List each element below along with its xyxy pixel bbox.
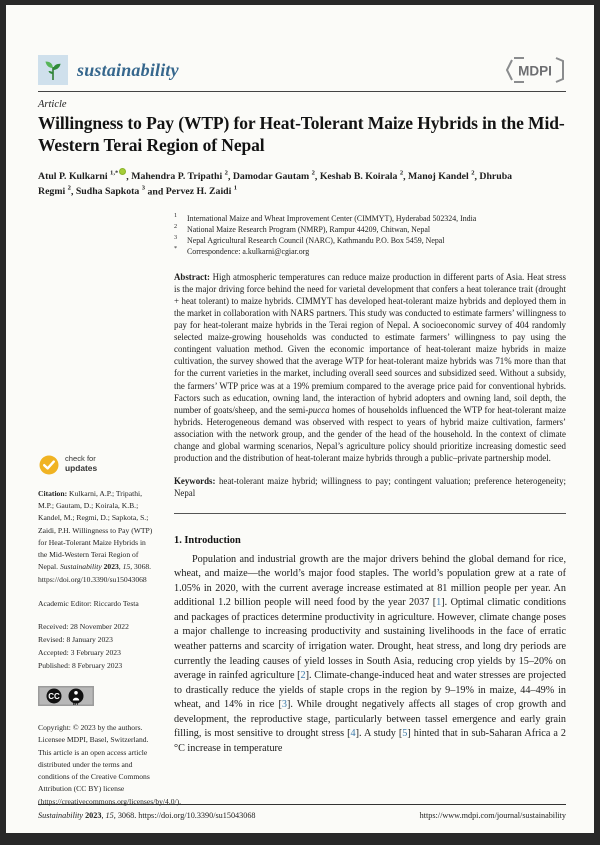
affiliation-row: * Correspondence: a.kulkarni@cgiar.org — [174, 245, 310, 257]
svg-text:MDPI: MDPI — [518, 63, 552, 79]
citation-ref[interactable]: 3 — [281, 699, 287, 711]
citation-ref[interactable]: 4 — [350, 728, 356, 740]
date-line: Published: 8 February 2023 — [38, 661, 123, 671]
author-name: Atul P. Kulkarni $^{1,*}$ — [38, 169, 119, 183]
citation-ref[interactable]: 2 — [300, 670, 306, 682]
author-name: Keshab B. Koirala $^2$ — [319, 169, 404, 183]
meta-sidebar — [38, 213, 182, 808]
author-name: Sudha Sapkota $^3$ — [75, 185, 146, 198]
page-title: Willingness to Pay (WTP) for Heat-Tolerant Maize Hybrids in the Mid-Western Terai Region of Nepal — [38, 113, 565, 156]
keywords-paragraph: Keywords: heat-tolerant maize hybrid; willingness to pay; contingent valuation; preference heterogeneity; Nepal — [174, 476, 566, 499]
cc-by-license-badge[interactable] — [38, 686, 94, 706]
seedling-icon — [41, 58, 65, 82]
citation-ref[interactable]: 1 — [436, 597, 442, 609]
affiliation-row: 3 Nepal Agricultural Research Council (NARC), Kathmandu P.O. Box 5459, Nepal — [174, 234, 445, 246]
header-divider — [38, 91, 566, 92]
citation-ref[interactable]: 5 — [402, 728, 408, 740]
citation-block: Citation: Kulkarni, A.P.; Tripathi, M.P.; Gautam, D.; Koirala, K.B.; Kandel, M.; Regmi, D.; Sapkota, S.; Zaidi, P.H. Willingness to Pay (WTP) for Heat-Tolerant Maize Hybrids in the Mid-Western Terai Region of Nepal. Sustainability 2023, 15, 3068. https://doi.org/10.3390/su15043068 — [38, 488, 153, 584]
date-line: Revised: 8 January 2023 — [38, 635, 113, 645]
affiliation-row: 1 International Maize and Wheat Improvement Center (CIMMYT), Hyderabad 502324, India — [174, 211, 477, 223]
journal-logo — [38, 55, 68, 85]
abstract-paragraph: Abstract: High atmospheric temperatures can reduce maize production in different parts of Asia. Heat stress is the major driving force behind the need for varietal development that confers a heat tolerance trait (drought + heat tolerant) to maize hybrids. CIMMYT has developed heat-tolerant maize hybrids and deployed them in the market in collaboration with NARS partners. This study was conducted to estimate farmers’ willingness to pay for heat-tolerant maize hybrids in the Terai region of Nepal. A socioeconomic survey of 404 randomly selected maize-growing households was conducted to estimate farmers’ willingness to pay using the contingent valuation method. Given the economic importance of heat-tolerant maize hybrids in maize cultivation, the survey showed that the average WTP for heat-tolerant maize hybrids was 71% more than that for the current varieties in the market, including overall seed sources and subsidized seed. Without a subsidy, the farmers’ WTP price was at a 19% premium compared to the average price paid for conventional hybrids. Factors such as education, owning land, the interaction of hybrid adopters and owning land, soil depth, the number of goats/sheep, and the semi-pucca homes of households influenced the WTP for heat-tolerant maize hybrids. Heterogeneous demand was observed with respect to years of hybrid maize cultivation, farmers’ association with the network group, and the gender of the head of the household. In the context of climate change and global warming scenarios, Nepal’s agriculture policy should prioritize increasing domestic seed production and the distribution of heat-tolerant maize hybrids through a public–private partnership model. — [174, 271, 567, 464]
svg-text:CC: CC — [48, 691, 60, 701]
check-updates-label: check for updates — [65, 454, 98, 474]
date-line: Received: 28 November 2022 — [38, 622, 129, 632]
academic-editor: Academic Editor: Riccardo Testa — [38, 599, 139, 609]
keywords-divider — [174, 513, 566, 514]
date-line: Accepted: 3 February 2023 — [38, 648, 121, 658]
author-name: Manoj Kandel $^2$ — [408, 169, 475, 183]
journal-header — [38, 55, 566, 85]
author-name: Pervez H. Zaidi $^1$ — [165, 185, 238, 198]
journal-name: sustainability — [77, 59, 179, 80]
mdpi-logo[interactable] — [504, 56, 566, 84]
article-type-label: Article — [38, 99, 67, 110]
check-updates-icon — [38, 454, 60, 476]
article-dates — [38, 621, 156, 673]
page-footer — [38, 804, 566, 820]
author-name: Damodar Gautam $^2$ — [232, 169, 315, 183]
affiliation-row: 2 National Maize Research Program (NMRP), Rampur 44209, Chitwan, Nepal — [174, 222, 431, 234]
introduction-paragraph: Population and industrial growth are the major drivers behind the global demand for rice, wheat, and maize—the world’s major food staples. The world’s population grew at a rate of 1.05% in 2020, with the current average increase estimated at 81 million people per year. An additional 1.2 billion people will need food by the year 2037 [1]. Optimal climatic conditions and packages of practices determine productivity in agriculture. However, climate change poses a major challenge to increasing productivity and sustaining livelihoods in the face of erratic weather patterns and scarcity of irrigation water. Drought, heat stress, and long dry periods are currently the leading causes of yield losses in South Asia, reducing crop yields by 15–20% on average in rainfed agriculture [2]. Climate-change-induced heat and water stresses are projected to drastically reduce the yields of staple crops in the region by 9–19% in maize, 44–49% in wheat, and 14% in rice [3]. While drought negatively affects all stages of crop growth and development, the reproductive stage, particularly between tassel emergence and early grain filling, is most sensitive to drought stress [4]. A study [5] hinted that in sub-Saharan Africa a 2 °C increase in temperature — [174, 553, 567, 755]
section-heading-introduction: 1. Introduction — [174, 534, 241, 546]
check-for-updates-button[interactable] — [38, 454, 156, 476]
footer-journal-url[interactable]: https://www.mdpi.com/journal/sustainability — [419, 811, 566, 820]
authors-line: Atul P. Kulkarni $^{1,*}$ , Mahendra P. Tripathi $^2$, Damodar Gautam $^2$, Keshab B. Koirala $^2$, Manoj Kandel $^2$, Dhruba Regmi $^2$, Sudha Sapkota $^3$ and Pervez H. Zaidi $^1$ — [38, 169, 513, 198]
author-name: Dhruba Regmi $^2$ — [38, 171, 513, 198]
copyright-notice: Copyright: © 2023 by the authors. Licensee MDPI, Basel, Switzerland. This article is an open access article distributed under the terms and conditions of the Creative Commons Attribution (CC BY) license (https://creativecommons.org/licenses/by/4.0/). — [38, 722, 182, 806]
svg-text:BY: BY — [72, 700, 80, 706]
main-column — [156, 213, 566, 808]
orcid-icon[interactable] — [119, 168, 126, 175]
footer-doi-link[interactable]: Sustainability 2023, 15, 3068. https://doi.org/10.3390/su15043068 — [38, 811, 256, 820]
paper-page — [6, 5, 594, 833]
journal-brand[interactable] — [38, 55, 179, 85]
author-name: Mahendra P. Tripathi $^2$ — [131, 169, 228, 183]
content-columns — [38, 213, 566, 808]
affiliations-list — [174, 213, 566, 258]
